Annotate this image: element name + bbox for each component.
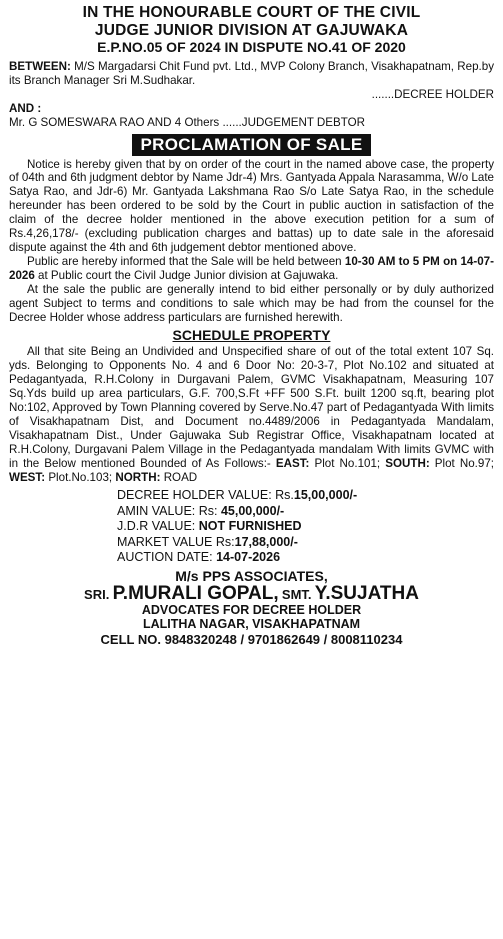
sale-venue: at Public court the Civil Judge Junior division at Gajuwaka.: [38, 268, 339, 282]
south-boundary: Plot No.97;: [434, 456, 494, 470]
case-number: E.P.NO.05 OF 2024 IN DISPUTE NO.41 OF 2020: [97, 39, 406, 55]
west-label: WEST:: [9, 470, 46, 484]
between-section: [9, 60, 494, 88]
debtor-line: Mr. G SOMESWARA RAO AND 4 Others ......JUDGEMENT DEBTOR: [9, 115, 366, 129]
advocate-prefix-2: SMT.: [281, 586, 312, 602]
decree-value: 15,00,000/-: [293, 488, 358, 503]
north-label: NORTH:: [115, 470, 161, 484]
between-label: BETWEEN:: [9, 60, 71, 73]
schedule-body: [9, 345, 494, 484]
notice-paragraph-1: Notice is hereby given that by on order of the court in the named above case, the property of 04th and 6th judgment debtor by Name Jdr-4) Mrs. Gantyada Appala Narasamma, W/o Late Satya Rao, and Jdr-6) Mr. Gantyada Lakshmana Rao S/o Late Satya Rao, in the schedule hereunder has been ordered to be sold by the Court in public auction in satisfaction of the claim of the decree holder mentioned in the above execution petition for a sum of Rs.4,26,178/- (excluding publication charges and battas) up to date sale in the aforesaid dispute against the 4th and 6th judgement debtor mentioned above.: [9, 157, 494, 254]
sale-time: 10-30 AM to 5 PM on 14-07-2026: [9, 254, 494, 282]
decree-value-label: DECREE HOLDER VALUE: Rs.: [117, 488, 294, 503]
jdr-value-row: [117, 519, 494, 535]
market-value: 17,88,000/-: [234, 534, 298, 549]
south-label: SOUTH:: [385, 456, 430, 470]
and-label-text: AND :: [9, 101, 42, 115]
jdr-value: NOT FURNISHED: [198, 519, 302, 534]
advocate-role: ADVOCATES FOR DECREE HOLDER: [141, 602, 362, 617]
court-title-line-2: JUDGE JUNIOR DIVISION AT GAJUWAKA: [94, 21, 409, 39]
advocate-name-2: Y.SUJATHA: [314, 582, 419, 604]
advocate-name-1: P.MURALI GOPAL,: [112, 582, 279, 604]
and-label: [9, 102, 494, 116]
decree-holder-value: [117, 488, 494, 504]
cell-numbers: CELL NO. 9848320248 / 9701862649 / 8008110234: [100, 631, 403, 647]
banner-wrap: [9, 134, 494, 156]
advocate-names: [9, 582, 494, 604]
firm-name: M/s PPS ASSOCIATES,: [175, 567, 328, 584]
advocate-address: LALITHA NAGAR, VISAKHAPATNAM: [142, 617, 361, 632]
amin-value-label: AMIN VALUE: Rs:: [117, 503, 218, 518]
west-boundary: Plot.No.103;: [48, 470, 113, 484]
between-text: M/S Margadarsi Chit Fund pvt. Ltd., MVP Colony Branch, Visakhapatnam, Rep.by its Branch Manager Sri M.Sudhakar.: [9, 60, 494, 87]
jdr-value-label: J.D.R VALUE:: [117, 519, 196, 534]
schedule-text: All that site Being an Undivided and Unspecified share of out of the total extent 107 Sq. yds. Belonging to Opponents No. 4 and 6 Door No: 20-3-7, Plot No.102 and situated at Pedagantyada, R.H.Colony in Durgavani Palem, GVMC Visakhapatnam, Measuring 107 Sq.Yds build up area particulars, G.F. 700,S.Ft +FF 500 S.Ft. built 1200 sq.ft, bearing plot No:102, Approved by Town Planning covered by Serve.No.47 part of Pedagantyada With limits of Visakhapatnam Dist, and Document no.4489/2006 in Pedagantyada Mandalam, Visakhapatnam Dist., Under Gajuwaka Sub Registrar Office, Visakhapatnam located at R.H.Colony, Durgavani Palem Village in the Pedagantyada mandalam With limits GVMC with in the Below mentioned Bounded of As Follows:-: [9, 345, 494, 470]
schedule-heading: SCHEDULE PROPERTY: [172, 327, 331, 344]
auction-date: 14-07-2026: [216, 550, 281, 565]
east-label: EAST:: [275, 456, 310, 470]
advocate-prefix-1: SRI.: [84, 586, 110, 602]
proclamation-banner: PROCLAMATION OF SALE: [132, 134, 372, 156]
north-boundary: ROAD: [163, 470, 198, 484]
values-block: [9, 488, 494, 566]
sale-time-intro: Public are hereby informed that the Sale will be held between: [27, 254, 342, 268]
auction-date-label: AUCTION DATE:: [117, 550, 213, 565]
market-value-label: MARKET VALUE Rs:: [117, 534, 235, 549]
notice-paragraph-3: At the sale the public are generally intend to bid either personally or by duly authorized agent Subject to terms and conditions to sale which may be had from the counsel for the Decree Holder whose address particulars are furnished herewith.: [9, 282, 494, 324]
decree-holder-label: .......DECREE HOLDER: [371, 87, 494, 101]
east-boundary: Plot No.101;: [314, 456, 381, 470]
notice-paragraph-2: [9, 255, 494, 283]
amin-value: 45,00,000/-: [220, 503, 285, 518]
auction-date-row: [117, 550, 494, 566]
amin-value-row: [117, 504, 494, 520]
court-title-line-1: IN THE HONOURABLE COURT OF THE CIVIL: [82, 4, 421, 21]
market-value-row: [117, 535, 494, 551]
